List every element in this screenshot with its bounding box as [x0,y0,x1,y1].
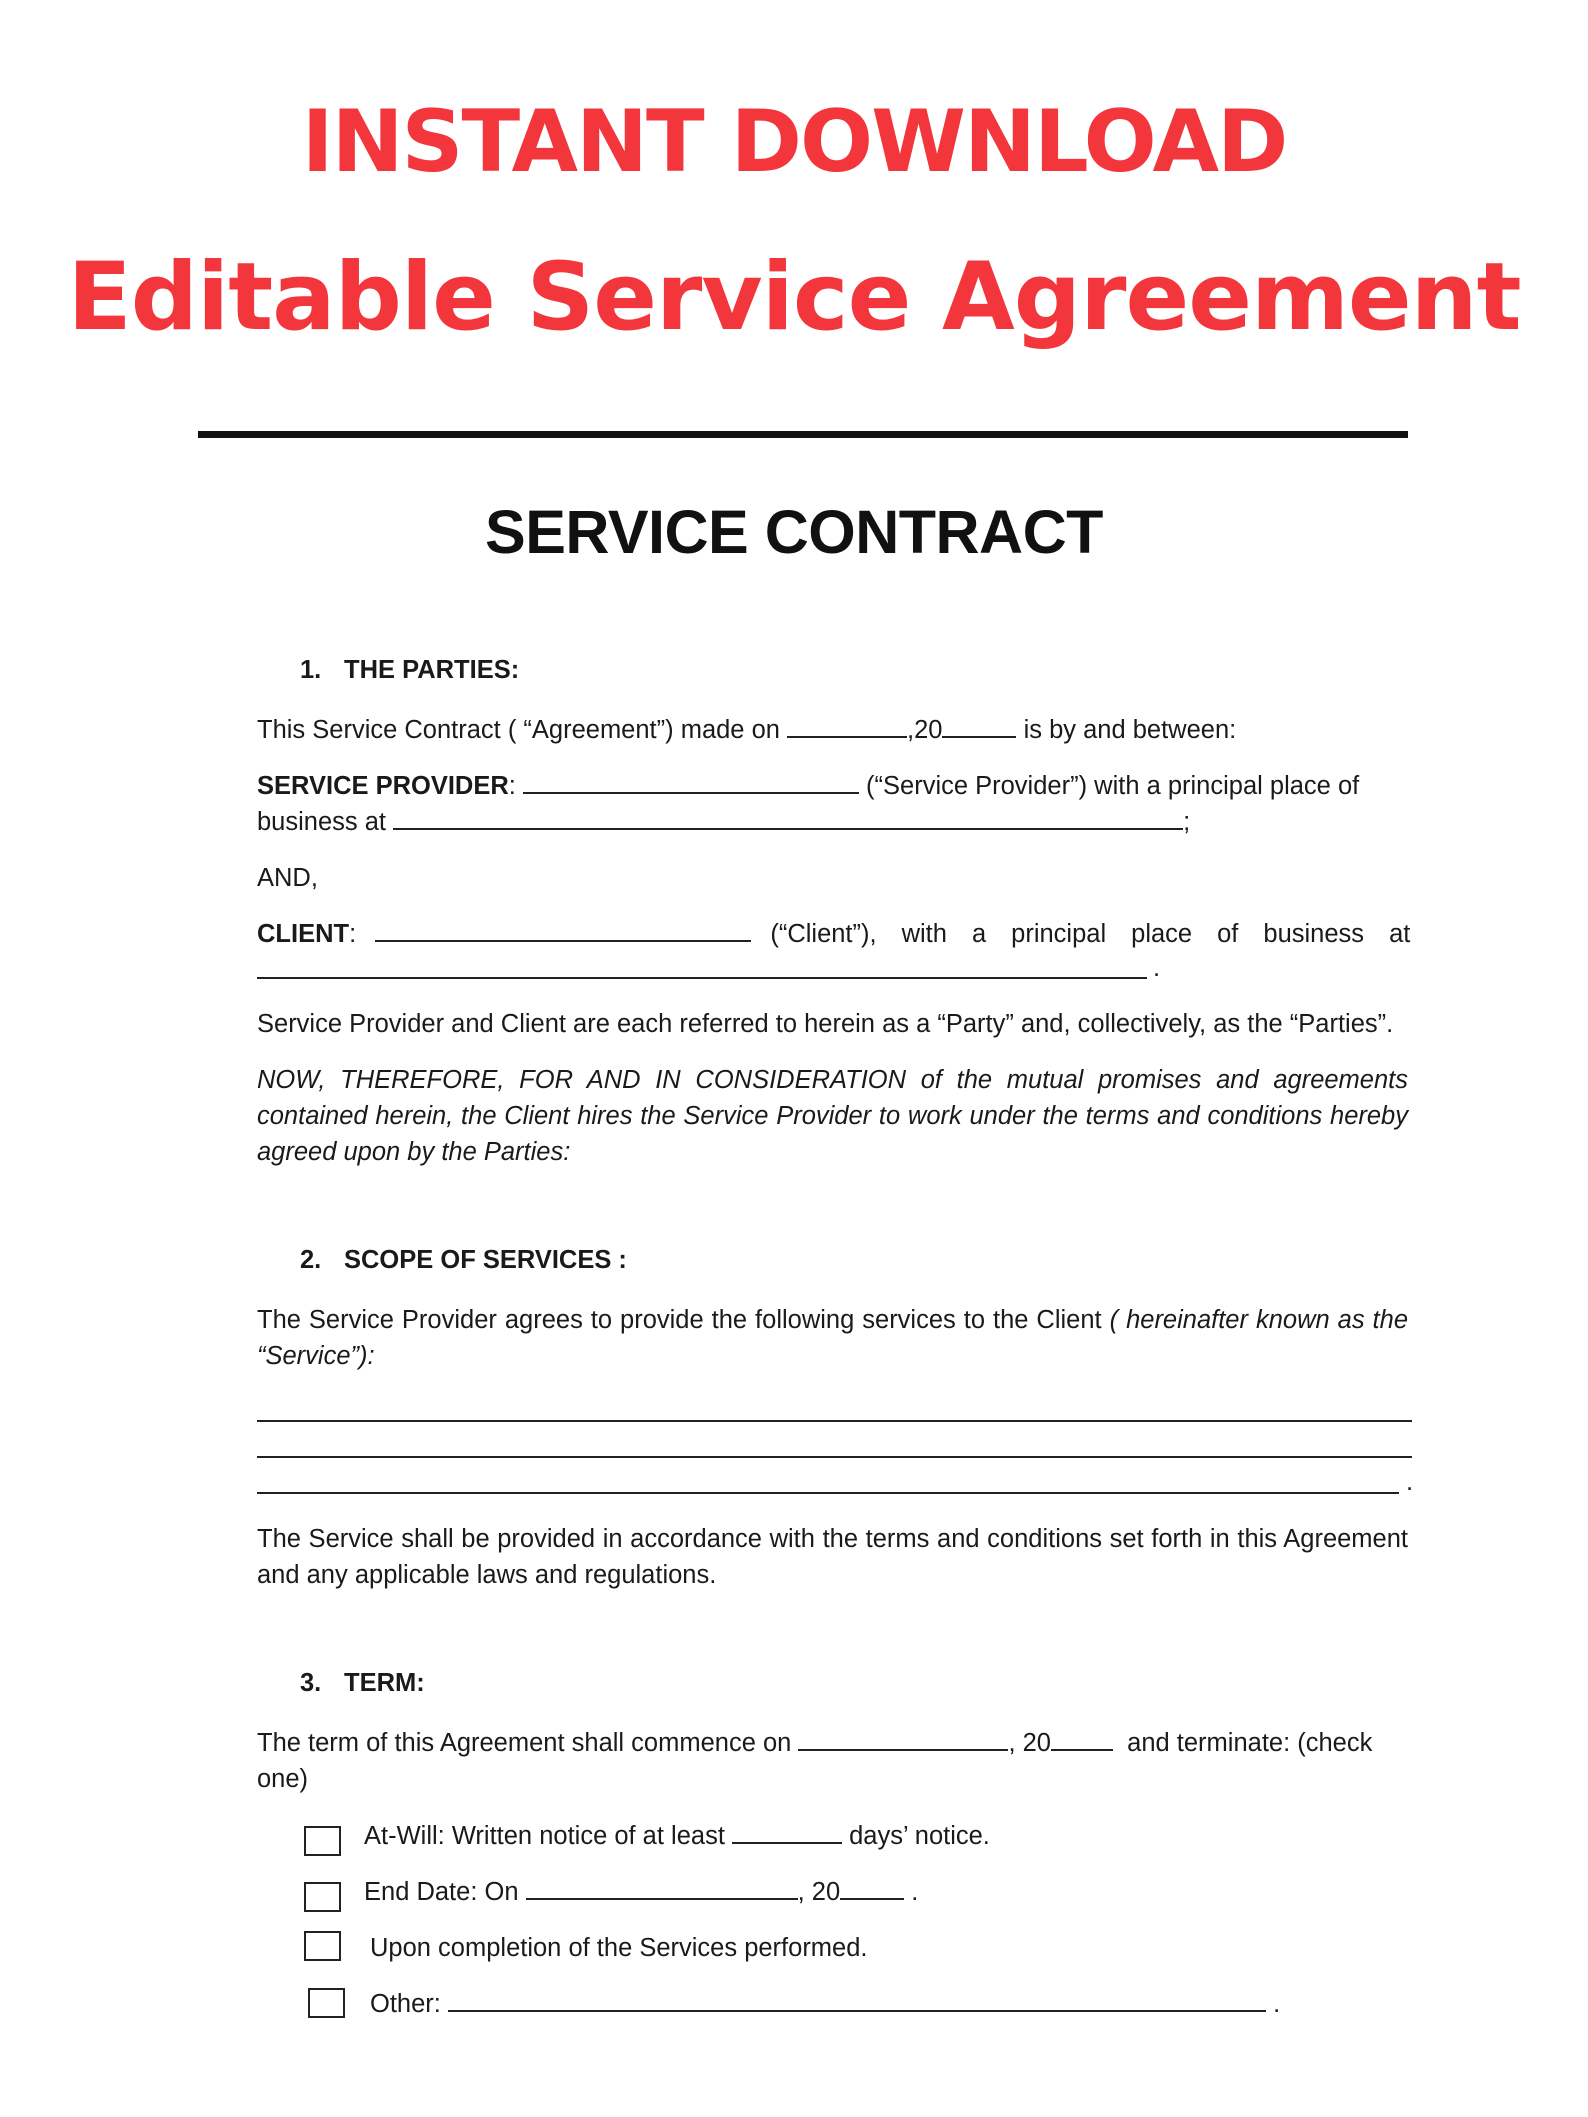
completion-checkbox[interactable] [304,1931,341,1961]
end-date-blank[interactable] [526,1874,798,1900]
section-2-heading [300,1246,627,1275]
scope-compliance: The Service shall be provided in accordance with the terms and conditions set forth in this Agreement and any applicable laws and regulations. [257,1525,1408,1589]
at-will-checkbox[interactable] [304,1826,341,1856]
end-date-year-blank[interactable] [840,1874,904,1900]
services-blank-line-2[interactable] [257,1456,1412,1458]
contract-title: SERVICE CONTRACT [485,498,1103,566]
agreement-year-blank[interactable] [942,712,1016,738]
year-prefix: ,20 [907,716,943,744]
client-line: CLIENT: (“Client”), with a principal place of business at [257,916,1417,952]
section-title: TERM: [344,1669,425,1697]
divider-rule [198,431,1408,438]
client-address-period: . [1153,954,1161,982]
client-name-blank[interactable] [375,916,751,942]
end-date-checkbox[interactable] [304,1882,341,1912]
other-blank[interactable] [448,1986,1266,2012]
other-checkbox[interactable] [308,1988,345,2018]
end-date-text: End Date: On [364,1878,519,1906]
provider-business-label: business at [257,808,386,836]
parties-definition: Service Provider and Client are each referred to herein as a “Party” and, collectively, as the “Parties”. [257,1010,1394,1038]
section-title: THE PARTIES: [344,656,520,684]
term-start-line [257,1725,1408,1797]
term-intro-end: and terminate: (check one) [257,1729,1373,1793]
term-year-blank[interactable] [1051,1725,1113,1751]
term-intro-text: The term of this Agreement shall commence on [257,1729,792,1757]
client-label: CLIENT [257,920,350,948]
client-text: (“Client”), with a principal place of business at [770,920,1411,948]
section-number: 3. [300,1669,322,1697]
other-period: . [1273,1990,1281,2018]
end-date-option [364,1874,918,1910]
agreement-date-line [257,712,1408,748]
client-address-blank[interactable] [257,977,1147,979]
term-year-prefix: , 20 [1008,1729,1051,1757]
provider-label: SERVICE PROVIDER [257,772,509,800]
services-blank-line-1[interactable] [257,1420,1412,1422]
services-period: . [1406,1468,1414,1496]
provider-text: (“Service Provider”) with a principal place of [866,772,1360,800]
banner-instant-download: INSTANT DOWNLOAD [301,92,1287,192]
at-will-text: At-Will: Written notice of at least [364,1822,725,1850]
consideration-paragraph: NOW, THEREFORE, FOR AND IN CONSIDERATION of the mutual promises and agreements contained herein, the Client hires the Service Provider to work under the terms and conditions hereby agreed upon by the Parties: [257,1066,1408,1166]
intro-text: This Service Contract ( “Agreement”) made on [257,716,780,744]
scope-intro [257,1302,1408,1374]
agreement-date-blank[interactable] [787,712,907,738]
provider-business-line [257,804,1408,840]
section-title: SCOPE OF SERVICES : [344,1246,627,1274]
scope-intro-text: The Service Provider agrees to provide the following services to the Client [257,1306,1102,1334]
section-1-heading [300,656,519,685]
section-3-heading [300,1669,425,1698]
banner-editable-service-agreement: Editable Service Agreement [67,243,1521,352]
completion-option: Upon completion of the Services performed. [370,1934,868,1962]
provider-address-blank[interactable] [393,804,1183,830]
end-date-year-prefix: , 20 [797,1878,841,1906]
other-option [370,1986,1280,2022]
notice-days-blank[interactable] [732,1818,842,1844]
provider-name-blank[interactable] [523,768,859,794]
provider-end: ; [1183,808,1191,836]
section-number: 1. [300,656,322,684]
end-date-period: . [911,1878,919,1906]
scope-intro-italic: ( hereinafter known as the “Service”): [257,1306,1408,1370]
other-text: Other: [370,1990,441,2018]
at-will-end-text: days’ notice. [849,1822,990,1850]
section-number: 2. [300,1246,322,1274]
intro-end-text: is by and between: [1023,716,1237,744]
at-will-option [364,1818,990,1854]
term-start-date-blank[interactable] [798,1725,1008,1751]
and-text: AND, [257,864,318,892]
service-provider-line: SERVICE PROVIDER: (“Service Provider”) with a principal place of [257,768,1408,804]
services-blank-line-3[interactable] [257,1492,1399,1494]
